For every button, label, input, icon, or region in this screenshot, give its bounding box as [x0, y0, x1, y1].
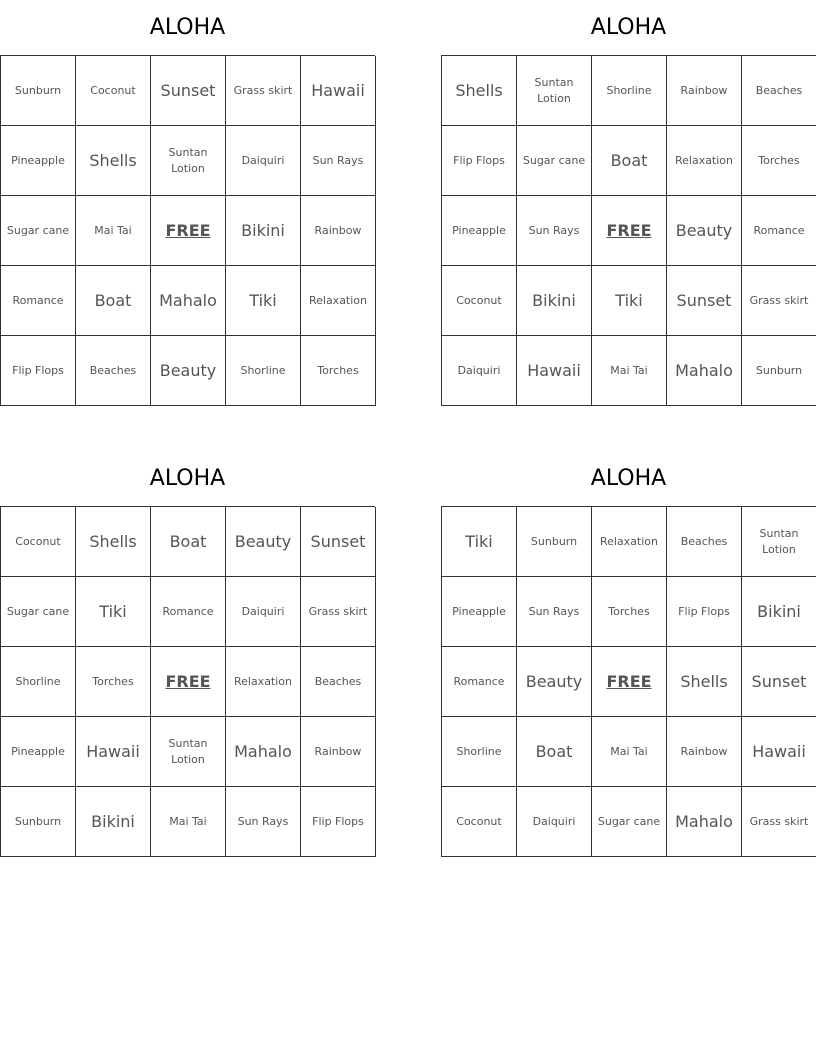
bingo-cell: Bikini — [76, 787, 151, 857]
bingo-cell: Daiquiri — [517, 787, 592, 857]
bingo-cell: Beaches — [667, 507, 742, 577]
bingo-cell: Mahalo — [667, 336, 742, 406]
bingo-cell: Sunburn — [1, 787, 76, 857]
bingo-cell: Sunburn — [742, 336, 816, 406]
bingo-cell: Bikini — [517, 266, 592, 336]
bingo-grid — [0, 506, 375, 857]
card-title: ALOHA — [149, 466, 226, 491]
bingo-cell: Sunset — [742, 647, 816, 717]
bingo-cell: Coconut — [442, 787, 517, 857]
bingo-cell: Boat — [151, 507, 226, 577]
bingo-cell: Romance — [151, 577, 226, 647]
bingo-cell: Hawaii — [76, 717, 151, 787]
bingo-cell: Torches — [76, 647, 151, 717]
bingo-cell: Pineapple — [442, 196, 517, 266]
bingo-cell: Sunburn — [1, 56, 76, 126]
bingo-cell: Sun Rays — [517, 577, 592, 647]
bingo-grid — [0, 55, 375, 406]
bingo-cell: Daiquiri — [226, 577, 301, 647]
bingo-cell: Coconut — [1, 507, 76, 577]
bingo-cell: Torches — [301, 336, 376, 406]
bingo-cell: Mahalo — [667, 787, 742, 857]
free-space-cell: FREE — [151, 647, 226, 717]
bingo-cell: Mahalo — [226, 717, 301, 787]
bingo-cell: Sunset — [301, 507, 376, 577]
bingo-cell: Beauty — [517, 647, 592, 717]
bingo-cell: Flip Flops — [301, 787, 376, 857]
bingo-cell: Grass skirt — [226, 56, 301, 126]
bingo-cell: Shorline — [442, 717, 517, 787]
bingo-cell: Hawaii — [742, 717, 816, 787]
bingo-cell: Shells — [76, 507, 151, 577]
bingo-cell: Beaches — [76, 336, 151, 406]
bingo-cell: Torches — [742, 126, 816, 196]
bingo-cell: Suntan Lotion — [151, 717, 226, 787]
bingo-cell: Boat — [592, 126, 667, 196]
bingo-cell: Grass skirt — [301, 577, 376, 647]
bingo-cell: Suntan Lotion — [742, 507, 816, 577]
bingo-cell: Mai Tai — [76, 196, 151, 266]
bingo-cell: Suntan Lotion — [151, 126, 226, 196]
bingo-cell: Romance — [1, 266, 76, 336]
bingo-cell: Sun Rays — [301, 126, 376, 196]
bingo-grid — [441, 55, 816, 406]
bingo-cell: Mahalo — [151, 266, 226, 336]
bingo-cell: Mai Tai — [592, 336, 667, 406]
bingo-cell: Rainbow — [301, 196, 376, 266]
bingo-cell: Pineapple — [442, 577, 517, 647]
bingo-cell: Tiki — [592, 266, 667, 336]
bingo-cell: Pineapple — [1, 126, 76, 196]
bingo-cell: Relaxation — [301, 266, 376, 336]
bingo-cell: Mai Tai — [151, 787, 226, 857]
bingo-cell: Beauty — [151, 336, 226, 406]
bingo-cell: Torches — [592, 577, 667, 647]
bingo-cell: Beaches — [301, 647, 376, 717]
bingo-cell: Sugar cane — [1, 577, 76, 647]
bingo-cell: Boat — [517, 717, 592, 787]
bingo-cell: Relaxation — [667, 126, 742, 196]
card-title: ALOHA — [149, 15, 226, 40]
card-title: ALOHA — [590, 15, 667, 40]
bingo-cell: Shorline — [592, 56, 667, 126]
bingo-cell: Sunset — [667, 266, 742, 336]
bingo-cell: Sugar cane — [592, 787, 667, 857]
bingo-cell: Sun Rays — [517, 196, 592, 266]
bingo-cell: Hawaii — [301, 56, 376, 126]
bingo-card-1 — [0, 0, 375, 406]
bingo-cell: Coconut — [442, 266, 517, 336]
bingo-cell: Flip Flops — [1, 336, 76, 406]
bingo-cell: Beauty — [226, 507, 301, 577]
bingo-cell: Rainbow — [301, 717, 376, 787]
bingo-cell: Suntan Lotion — [517, 56, 592, 126]
bingo-cell: Shorline — [226, 336, 301, 406]
bingo-cell: Hawaii — [517, 336, 592, 406]
bingo-cell: Bikini — [742, 577, 816, 647]
bingo-cell: Grass skirt — [742, 787, 816, 857]
free-space-cell: FREE — [151, 196, 226, 266]
bingo-card-4 — [441, 451, 816, 857]
bingo-cell: Coconut — [76, 56, 151, 126]
bingo-cell: Daiquiri — [226, 126, 301, 196]
bingo-cell: Sun Rays — [226, 787, 301, 857]
bingo-cell: Sugar cane — [517, 126, 592, 196]
card-title: ALOHA — [590, 466, 667, 491]
bingo-card-3 — [0, 451, 375, 857]
bingo-cell: Relaxation — [226, 647, 301, 717]
bingo-cell: Mai Tai — [592, 717, 667, 787]
bingo-cell: Flip Flops — [442, 126, 517, 196]
bingo-cell: Rainbow — [667, 717, 742, 787]
bingo-cell: Tiki — [442, 507, 517, 577]
bingo-cell: Flip Flops — [667, 577, 742, 647]
bingo-cell: Shorline — [1, 647, 76, 717]
bingo-cell: Sugar cane — [1, 196, 76, 266]
bingo-cell: Boat — [76, 266, 151, 336]
bingo-cell: Bikini — [226, 196, 301, 266]
bingo-cell: Shells — [442, 56, 517, 126]
free-space-cell: FREE — [592, 196, 667, 266]
bingo-cell: Beauty — [667, 196, 742, 266]
bingo-cell: Sunset — [151, 56, 226, 126]
bingo-cell: Tiki — [226, 266, 301, 336]
bingo-cell: Tiki — [76, 577, 151, 647]
bingo-grid — [441, 506, 816, 857]
bingo-card-2 — [441, 0, 816, 406]
bingo-cell: Pineapple — [1, 717, 76, 787]
bingo-cell: Beaches — [742, 56, 816, 126]
bingo-cell: Relaxation — [592, 507, 667, 577]
bingo-cell: Rainbow — [667, 56, 742, 126]
bingo-cell: Romance — [442, 647, 517, 717]
bingo-cell: Shells — [76, 126, 151, 196]
bingo-cell: Sunburn — [517, 507, 592, 577]
bingo-cell: Daiquiri — [442, 336, 517, 406]
bingo-cell: Shells — [667, 647, 742, 717]
bingo-cell: Romance — [742, 196, 816, 266]
free-space-cell: FREE — [592, 647, 667, 717]
bingo-cell: Grass skirt — [742, 266, 816, 336]
